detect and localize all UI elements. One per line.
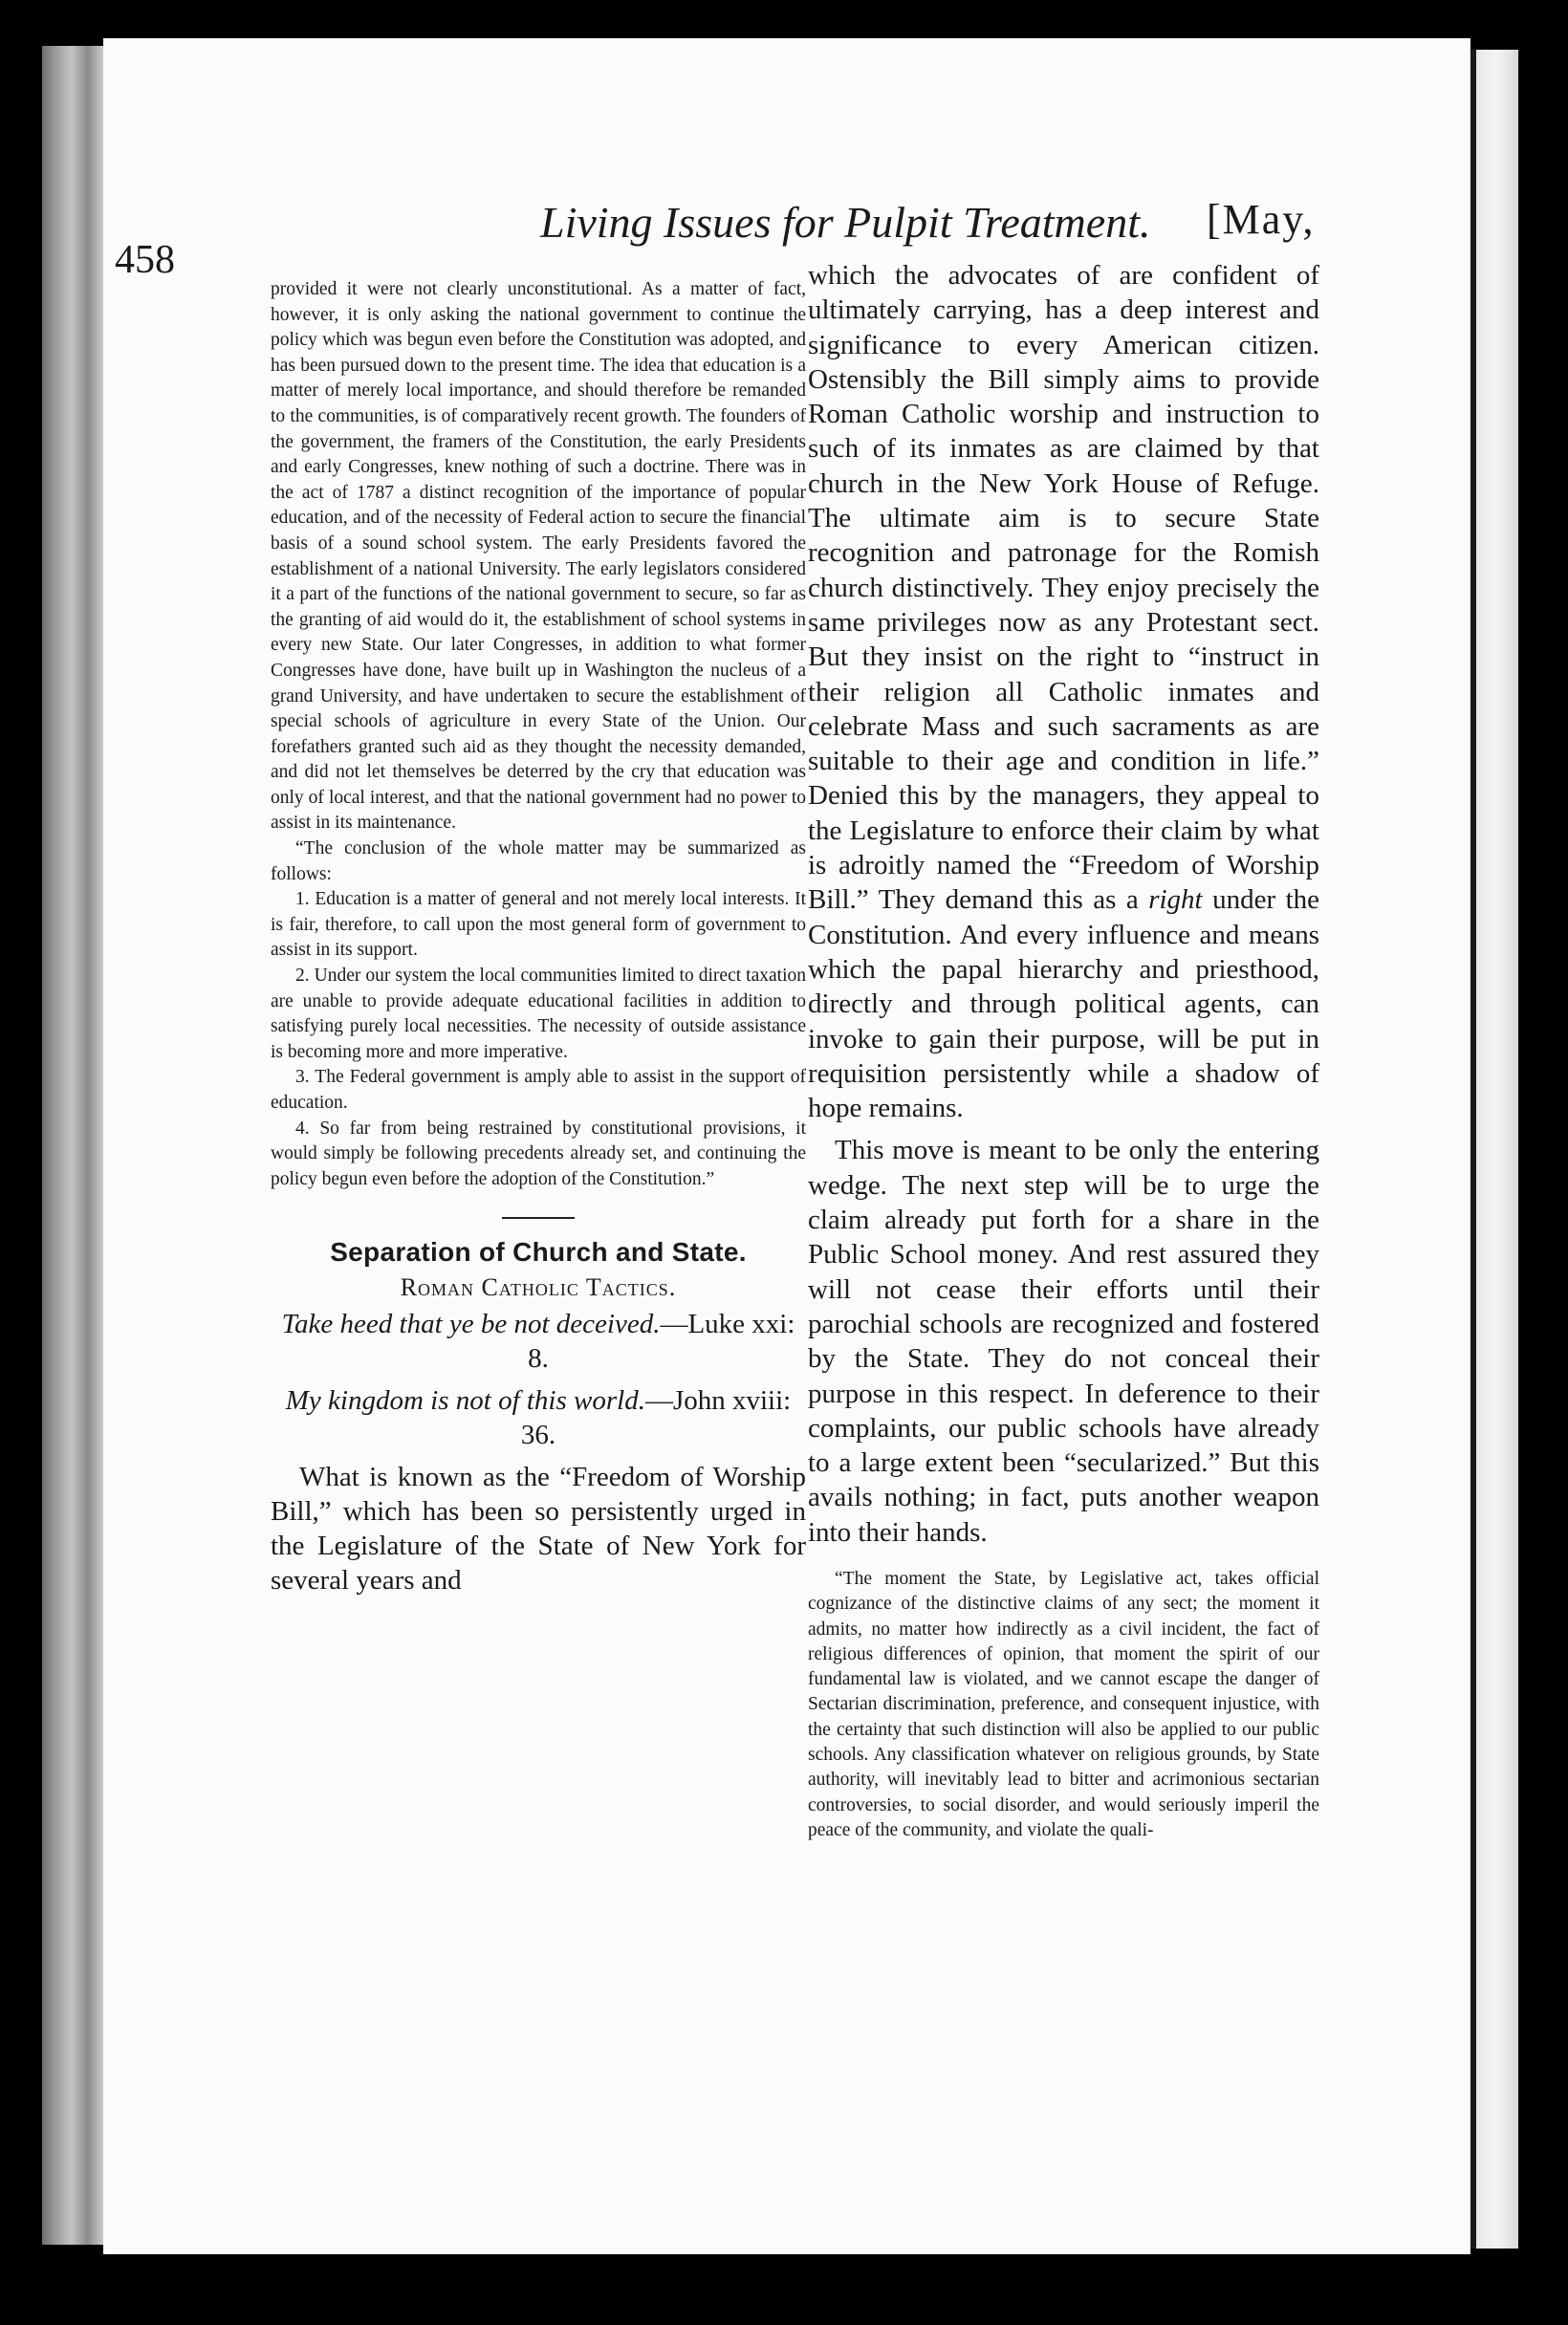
left-paragraph-1: provided it were not clearly unconstitutional. As a matter of fact, however, it is only asking the national government to continue the policy which was begun even before the Constitution was adopted, and has been pursued down to the present time. The idea that education is a matter of merely local importance, and should therefore be remanded to the communities, is of comparatively recent growth. The founders of the government, the framers of the Constitution, the early Presidents and early Congresses, knew nothing of such a doctrine. There was in the act of 1787 a distinct recognition of the importance of popular education, and of the necessity of Federal action to secure the financial basis of a sound school system. The early Presidents favored the establishment of a national University. The early legislators considered it a part of the functions of the national government to secure, so far as the granting of aid would do it, the establishment of school systems in every new State. Our later Congresses, in addition to what former Congresses have done, have built up in Washington the nucleus of a grand University, and have undertaken to secure the establishment of special schools of agriculture in every State of the Union. Our forefathers granted such aid as they thought the necessity demanded, and did not let themselves be deterred by the cry that education was only of local interest, and that the national government had no power to assist in its maintenance.	[271, 279, 806, 834]
running-head-month: [May,	[1207, 196, 1316, 243]
running-head: Living Issues for Pulpit Treatment.	[540, 198, 1151, 247]
article-opening-paragraph: What is known as the “Freedom of Worship Bill,” which has been so persistently urged in the Legislature of the State of New York for several years and	[271, 1461, 806, 1596]
facing-page-edge	[1470, 50, 1518, 2249]
section-divider	[502, 1217, 575, 1219]
left-paragraph-2: “The conclusion of the whole matter may be summarized as follows:	[271, 838, 806, 884]
left-column	[271, 277, 806, 1597]
right-paragraph-1-text-b: under the Constitution. And every influence and means which the papal hierarchy and priesthood, directly and through political agents, can invoke to gain their purpose, will be put in requisition persistently while a shadow of hope remains.	[808, 884, 1319, 1124]
right-paragraph-1-italic: right	[1148, 884, 1203, 916]
right-quotation: “The moment the State, by Legislative act, takes official cognizance of the distinctive claims of any sect; the moment it admits, no matter how indirectly as a civil incident, the fact of religious differences of opinion, that moment the spirit of our fundamental law is violated, and we cannot escape the danger of Sectarian discrimination, preference, and consequent injustice, with the certainty that such distinction will also be applied to our public schools. Any classification whatever on religious grounds, by State authority, will inevitably lead to bitter and acrimonious sectarian controversies, to social disorder, and would seriously imperil the peace of the community, and violate the quali-	[808, 1568, 1319, 1840]
epigraph-1	[271, 1307, 806, 1376]
book-page-edges	[42, 46, 107, 2245]
summary-item-2: 2. Under our system the local communities limited to direct taxation are unable to provide adequate educational facilities in addition to satisfying purely local necessities. The necessity of outside assistance is becoming more and more imperative.	[271, 966, 806, 1062]
summary-item-1: 1. Education is a matter of general and not merely local interests. It is fair, therefore, to call upon the most general form of government to assist in its support.	[271, 889, 806, 961]
epigraph-2-ref: —John xviii: 36.	[520, 1384, 792, 1450]
section-title: Separation of Church and State.	[330, 1237, 747, 1268]
epigraph-1-ref: —Luke xxi: 8.	[528, 1308, 795, 1374]
right-paragraph-1	[808, 258, 1319, 1125]
summary-item-3: 3. The Federal government is amply able to assist in the support of education.	[271, 1067, 806, 1113]
epigraph-1-quote: Take heed that ye be not deceived.	[281, 1308, 661, 1339]
section-subtitle: Roman Catholic Tactics.	[400, 1272, 677, 1301]
summary-item-4: 4. So far from being restrained by constitutional provisions, it would simply be following precedents already set, and continuing the policy begun even before the adoption of the Constitution.”	[271, 1118, 806, 1189]
right-paragraph-2: This move is meant to be only the entering wedge. The next step will be to urge the claim already put forth for a share in the Public School money. And rest assured they will not cease their efforts until their parochial schools are recognized and fostered by the State. They do not conceal their purpose in this respect. In deference to their complaints, our public schools have already to a large extent been “secularized.” But this avails nothing; in fact, puts another weapon into their hands.	[808, 1135, 1319, 1548]
right-column	[808, 258, 1319, 1843]
epigraph-2	[271, 1383, 806, 1452]
right-paragraph-1-text-a: which the advocates of are confident of ultimately carrying, has a deep interest and significance to every American citizen. Ostensibly the Bill simply aims to provide Roman Catholic worship and instruction to such of its inmates as are claimed by that church in the New York House of Refuge. The ultimate aim is to secure State recognition and patronage for the Romish church distinctively. They enjoy precisely the same privileges now as any Protestant sect. But they insist on the right to “instruct in their religion all Catholic inmates and celebrate Mass and such sacraments as are suitable to their age and condition in life.” Denied this by the managers, they appeal to the Legislature to enforce their claim by what is adroitly named the “Freedom of Worship Bill.” They demand this as a	[808, 260, 1319, 916]
epigraph-2-quote: My kingdom is not of this world.	[285, 1384, 645, 1416]
page-number: 458	[115, 238, 175, 282]
